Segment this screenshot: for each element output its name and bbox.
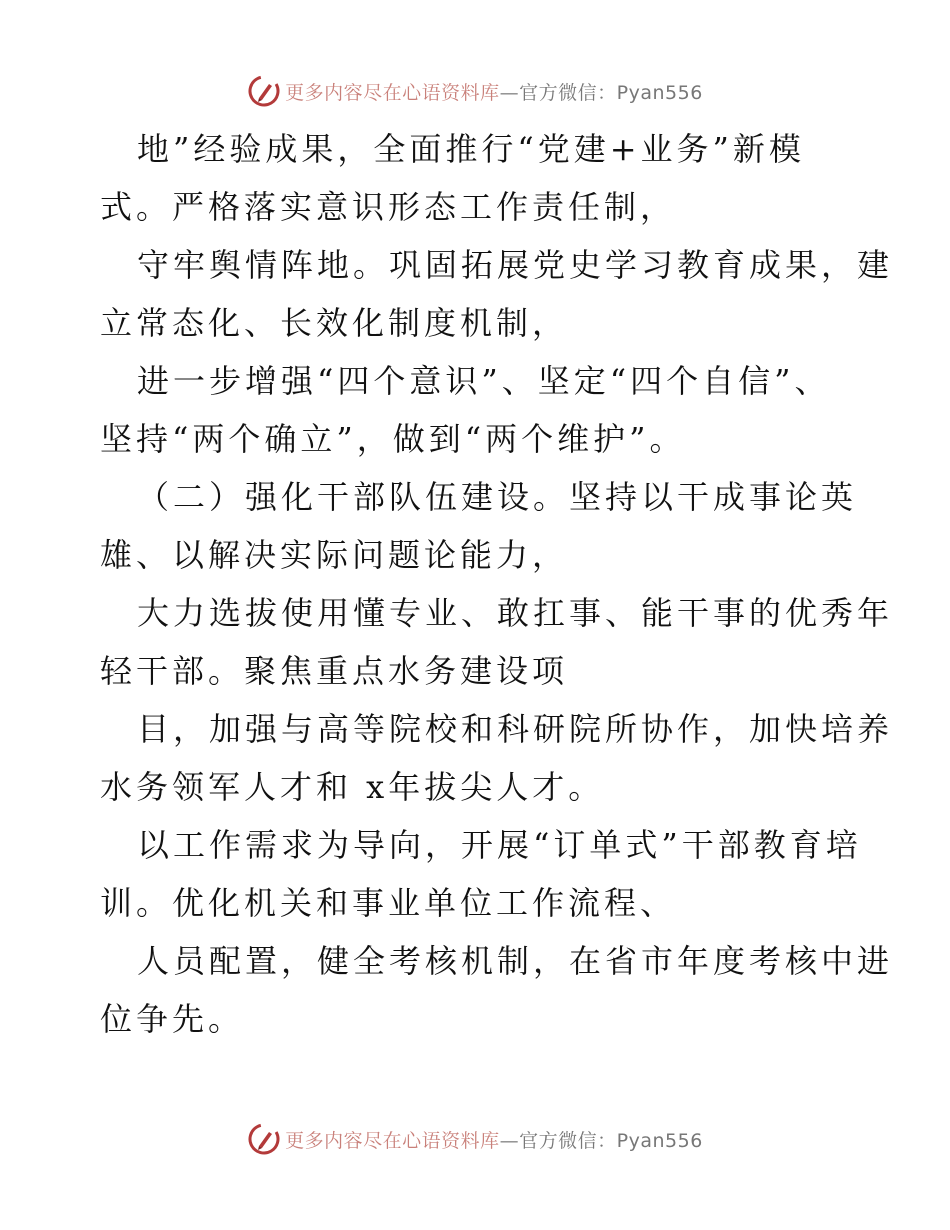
text-line: 立常态化、长效化制度机制，	[100, 304, 569, 342]
text-line: 以工作需求为导向，开展“订单式”干部教育培	[137, 826, 862, 864]
text-line: 雄、以解决实际问题论能力，	[100, 536, 569, 574]
watermark-text	[285, 1126, 703, 1153]
text-line: 进一步增强“四个意识”、坚定“四个自信”、	[137, 362, 831, 400]
watermark-contact: 官方微信：Pyan556	[519, 81, 703, 104]
text-line: 目，加强与高等院校和科研院所协作，加快培养	[137, 710, 894, 748]
text-line: （二）强化干部队伍建设。坚持以干成事论英	[137, 478, 858, 516]
watermark-separator: —	[499, 1129, 520, 1152]
text-line: 式。严格落实意识形态工作责任制，	[100, 188, 677, 226]
text-line: 坚持“两个确立”，做到“两个维护”。	[100, 420, 686, 458]
watermark-contact: 官方微信：Pyan556	[519, 1129, 703, 1152]
text-line: 人员配置，健全考核机制，在省市年度考核中进	[137, 942, 894, 980]
text-line: 轻干部。聚焦重点水务建设项	[100, 652, 569, 690]
text-line: 训。优化机关和事业单位工作流程、	[100, 884, 677, 922]
watermark-brand: 更多内容尽在心语资料库	[285, 81, 500, 104]
text-line: 大力选拔使用懂专业、敢扛事、能干事的优秀年	[137, 594, 894, 632]
header-watermark	[0, 71, 950, 111]
text-line: 水务领军人才和 x年拔尖人才。	[100, 768, 605, 806]
watermark-brand: 更多内容尽在心语资料库	[285, 1129, 500, 1152]
watermark-separator: —	[499, 81, 520, 104]
footer-watermark	[0, 1119, 950, 1159]
pen-circle-logo-icon	[247, 1122, 281, 1156]
watermark-text	[285, 78, 703, 105]
pen-circle-logo-icon	[247, 74, 281, 108]
text-line: 地”经验成果，全面推行“党建+业务”新模	[137, 130, 805, 168]
text-line: 守牢舆情阵地。巩固拓展党史学习教育成果，建	[137, 246, 894, 284]
text-line: 位争先。	[100, 1000, 245, 1038]
